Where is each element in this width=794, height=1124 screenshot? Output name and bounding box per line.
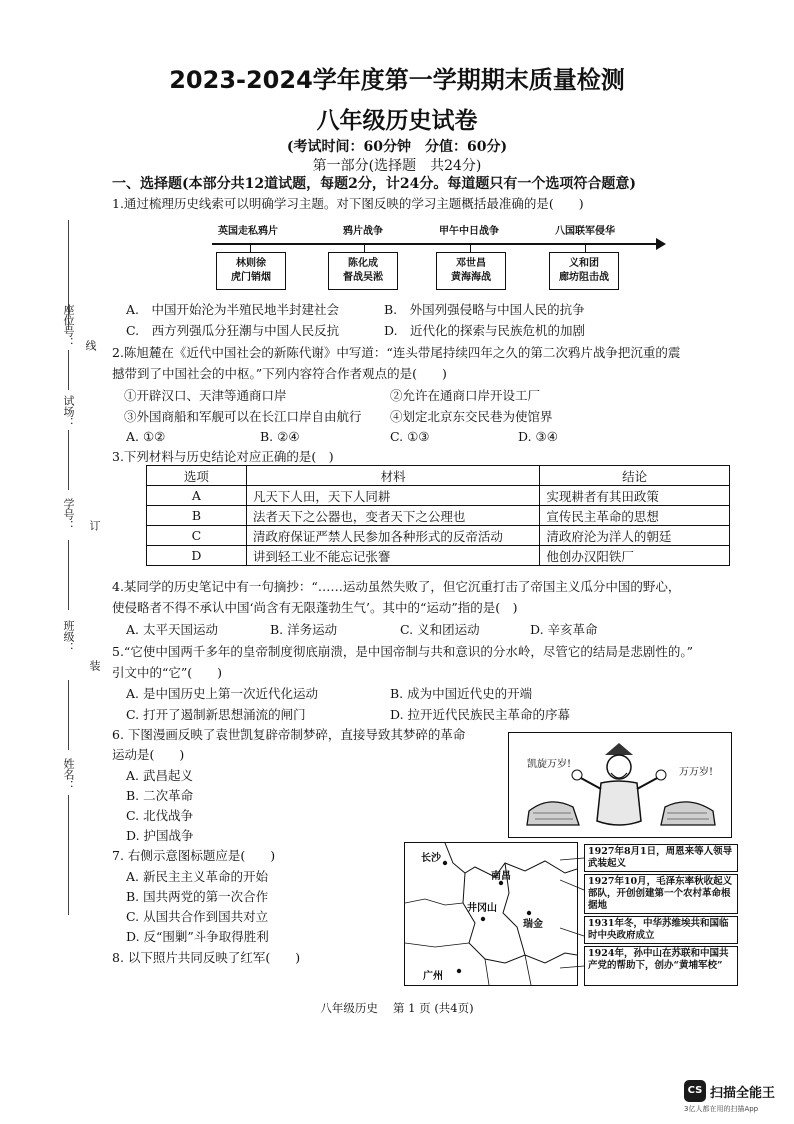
table-row[interactable] <box>147 546 730 566</box>
q4-stem: 使侵略者不得不承认中国‘尚含有无限蓬勃生气’。其中的“运动”指的是( ) <box>112 600 518 615</box>
q7-stem: 7. 右侧示意图标题应是( ) <box>112 848 276 863</box>
q7-option-c[interactable]: C. 从国共合作到国共对立 <box>126 909 269 924</box>
timeline-tick <box>585 243 586 252</box>
q1-option-a[interactable]: A. 中国开始沦为半殖民地半封建社会 <box>126 302 340 317</box>
map-drawing <box>405 843 577 985</box>
order-char: 订 <box>88 520 101 531</box>
table-cell: B <box>147 506 247 526</box>
event-action: 督战吴淞 <box>343 272 383 283</box>
table-header: 结论 <box>540 466 730 486</box>
timeline-label: 英国走私鸦片 <box>218 226 278 237</box>
q1-option-d[interactable]: D. 近代化的探索与民族危机的加剧 <box>384 323 586 338</box>
table-row[interactable] <box>147 506 730 526</box>
timeline-label: 八国联军侵华 <box>555 226 615 237</box>
q7-option-a[interactable]: A. 新民主主义革命的开始 <box>126 869 268 884</box>
q2-option-a[interactable]: A. ①② <box>126 429 166 444</box>
q2-stem: 撼带到了中国社会的中枢。”下列内容符合作者观点的是( ) <box>112 366 447 381</box>
q3-table <box>146 465 730 566</box>
timeline-label: 鸦片战争 <box>343 226 383 237</box>
brand-tagline: 3亿人都在用的扫描App <box>684 1105 759 1113</box>
bind-char: 装 <box>88 660 101 671</box>
q4-stem: 4.某同学的历史笔记中有一句摘抄：“……运动虽然失败了，但它沉重打击了帝国主义瓜分中国的野心， <box>112 579 681 594</box>
q2-item-2: ②允许在通商口岸开设工厂 <box>390 388 541 403</box>
map-note: 1924年，孙中山在苏联和中国共产党的帮助下，创办“黄埔军校” <box>584 946 738 986</box>
map-label-ruijin: 瑞金 <box>523 919 543 930</box>
q7-option-d[interactable]: D. 反“围剿”斗争取得胜利 <box>126 929 269 944</box>
q5-stem: 5.“它使中国两千多年的皇帝制度彻底崩溃，是中国帝制与共和意识的分水岭，尽管它的结局是悲剧性的。” <box>112 644 693 659</box>
table-header: 材料 <box>246 466 539 486</box>
map-note: 1931年冬，中华苏维埃共和国临时中央政府成立 <box>584 916 738 944</box>
map-connector-lines <box>560 850 586 980</box>
table-cell: 讲到轻工业不能忘记张謇 <box>246 546 539 566</box>
q7-option-b[interactable]: B. 国共两党的第一次合作 <box>126 889 269 904</box>
event-action: 廊坊阻击战 <box>559 272 609 283</box>
timeline-event-box <box>216 252 286 290</box>
exam-subtitle: 八年级历史试卷 <box>316 108 478 134</box>
exam-title: 2023-2024学年度第一学期期末质量检测 <box>169 66 625 94</box>
map-note: 1927年10月，毛泽东率秋收起义部队，开创创建第一个农村革命根据地 <box>584 874 738 914</box>
timeline-event-box <box>436 252 506 290</box>
q4-option-a[interactable]: A. 太平天国运动 <box>126 622 218 637</box>
exam-info: (考试时间：60分钟 分值：60分) <box>286 139 508 155</box>
q3-stem: 3.下列材料与历史结论对应正确的是( ) <box>112 449 334 464</box>
room-label: 试场： <box>62 395 75 428</box>
event-person: 林则徐 <box>236 258 266 269</box>
q1-option-c[interactable]: C. 西方列强瓜分狂潮与中国人民反抗 <box>126 323 340 338</box>
section-heading: 一、选择题(本部分共12道试题，每题2分，计24分。每道题只有一个选项符合题意) <box>112 176 636 192</box>
q2-option-d[interactable]: D. ③④ <box>518 429 558 444</box>
margin-line <box>68 540 69 610</box>
q2-item-1: ①开辟汉口、天津等通商口岸 <box>124 388 287 403</box>
q2-option-b[interactable]: B. ②④ <box>260 429 300 444</box>
q7-map <box>404 842 578 986</box>
q5-option-c[interactable]: C. 打开了遏制新思想涌流的闸门 <box>126 707 306 722</box>
table-row[interactable] <box>147 526 730 546</box>
timeline-label: 甲午中日战争 <box>439 226 499 237</box>
map-note: 1927年8月1日，周恩来等人领导武装起义 <box>584 844 738 872</box>
q6-option-b[interactable]: B. 二次革命 <box>126 788 194 803</box>
timeline-tick <box>470 243 471 252</box>
q5-stem: 引文中的“它”( ) <box>112 665 223 680</box>
q4-option-c[interactable]: C. 义和团运动 <box>400 622 480 637</box>
q2-option-c[interactable]: C. ①③ <box>390 429 430 444</box>
page-footer: 八年级历史 第 1 页 (共4页) <box>320 1001 474 1015</box>
timeline-arrow <box>656 238 666 250</box>
table-cell: 实现耕者有其田政策 <box>540 486 730 506</box>
timeline-event-box <box>549 252 619 290</box>
yuan-shikai-cartoon <box>508 732 732 838</box>
line-char: 线 <box>84 340 97 351</box>
table-cell: 凡天下人田，天下人同耕 <box>246 486 539 506</box>
table-cell: 清政府沦为洋人的朝廷 <box>540 526 730 546</box>
q2-stem: 2.陈旭麓在《近代中国社会的新陈代谢》中写道：“连头带尾持续四年之久的第二次鸦片战争把沉重的震 <box>112 345 681 360</box>
table-cell: 他创办汉阳铁厂 <box>540 546 730 566</box>
q2-item-3: ③外国商船和军舰可以在长江口岸自由航行 <box>124 409 362 424</box>
cartoon-caption-right: 万万岁! <box>679 767 714 778</box>
number-label: 学号： <box>62 498 75 531</box>
class-label: 班级： <box>62 620 75 653</box>
brand-name: 扫描全能王 <box>710 1086 776 1101</box>
map-label-nanchang: 南昌 <box>491 871 511 882</box>
event-action: 黄海海战 <box>451 272 491 283</box>
part-heading: 第一部分(选择题 共24分) <box>312 158 482 174</box>
event-action: 虎门销烟 <box>231 272 271 283</box>
seat-label: 座位号： <box>62 304 75 348</box>
table-header-row <box>147 466 730 486</box>
margin-line <box>68 795 69 915</box>
q5-option-a[interactable]: A. 是中国历史上第一次近代化运动 <box>126 686 318 701</box>
map-label-guangzhou: 广州 <box>423 971 443 982</box>
q6-stem: 6. 下图漫画反映了袁世凯复辟帝制梦碎，直接导致其梦碎的革命 <box>112 727 466 742</box>
table-cell: 清政府保证严禁人民参加各种形式的反帝活动 <box>246 526 539 546</box>
q1-stem: 1.通过梳理历史线索可以明确学习主题。对下图反映的学习主题概括最准确的是( ) <box>112 196 584 211</box>
margin-line <box>68 430 69 490</box>
cartoon-caption-left: 凯旋万岁! <box>527 759 572 770</box>
timeline-tick <box>364 243 365 252</box>
q4-option-b[interactable]: B. 洋务运动 <box>270 622 338 637</box>
table-cell: 法者天下之公器也，变者天下之公理也 <box>246 506 539 526</box>
table-cell: C <box>147 526 247 546</box>
margin-line <box>68 680 69 750</box>
table-cell: A <box>147 486 247 506</box>
q6-option-c[interactable]: C. 北伐战争 <box>126 808 194 823</box>
q6-option-a[interactable]: A. 武昌起义 <box>126 768 193 783</box>
table-row[interactable] <box>147 486 730 506</box>
timeline-tick <box>250 243 251 252</box>
margin-line <box>68 350 69 390</box>
q6-option-d[interactable]: D. 护国战争 <box>126 828 194 843</box>
event-person: 邓世昌 <box>456 258 486 269</box>
event-person: 义和团 <box>569 258 599 269</box>
brand-logo: CS <box>684 1080 706 1102</box>
q8-stem: 8. 以下照片共同反映了红军( ) <box>112 950 301 965</box>
q4-option-d[interactable]: D. 辛亥革命 <box>530 622 598 637</box>
event-person: 陈化成 <box>348 258 378 269</box>
name-label: 姓名： <box>62 758 75 791</box>
table-cell: 宣传民主革命的思想 <box>540 506 730 526</box>
timeline-event-box <box>328 252 398 290</box>
q2-item-4: ④划定北京东交民巷为使馆界 <box>390 409 553 424</box>
q5-option-d[interactable]: D. 拉开近代民族民主革命的序幕 <box>390 707 571 722</box>
table-cell: D <box>147 546 247 566</box>
map-label-jinggangshan: 井冈山 <box>467 903 497 914</box>
timeline-axis <box>212 243 660 245</box>
q5-option-b[interactable]: B. 成为中国近代史的开端 <box>390 686 533 701</box>
cartoon-drawing <box>509 733 731 837</box>
q6-stem: 运动是( ) <box>112 747 185 762</box>
table-header: 选项 <box>147 466 247 486</box>
map-label-changsha: 长沙 <box>421 853 441 864</box>
q1-option-b[interactable]: B. 外国列强侵略与中国人民的抗争 <box>384 302 585 317</box>
